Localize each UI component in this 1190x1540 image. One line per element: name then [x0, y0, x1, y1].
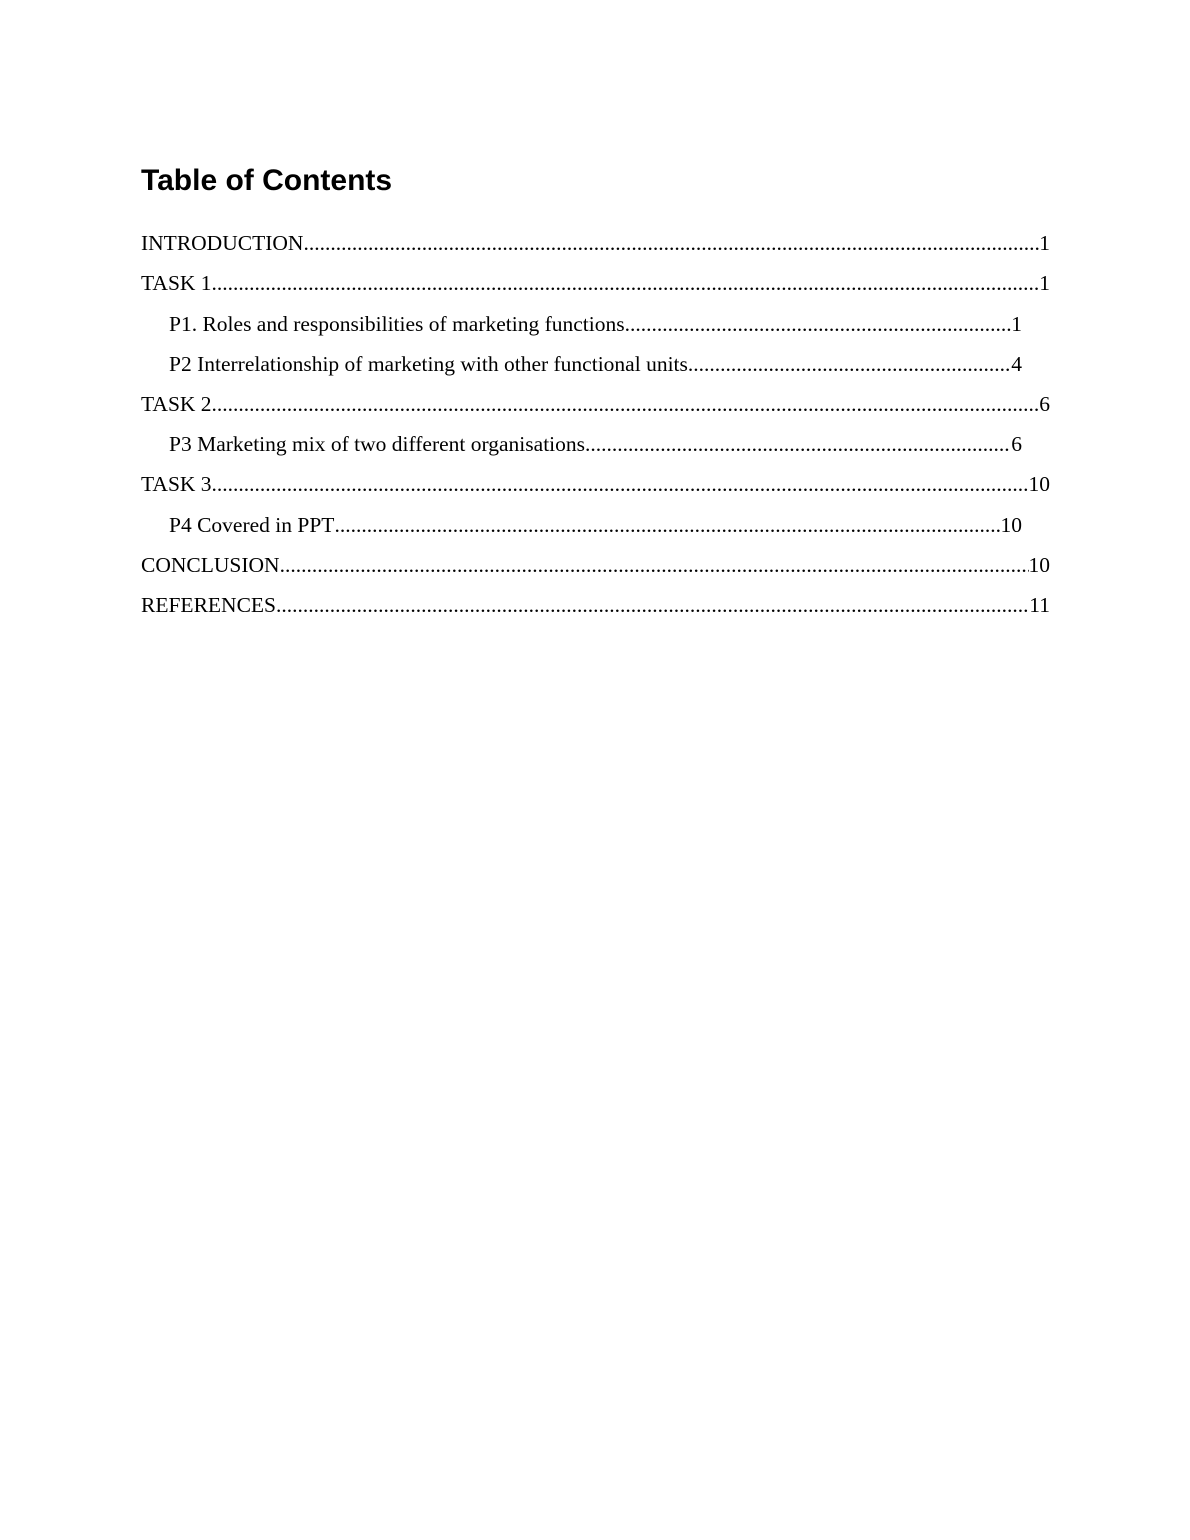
- toc-entry-page-number: 10: [1000, 513, 1022, 537]
- toc-entry-label: P4 Covered in PPT: [169, 513, 335, 537]
- toc-entry-conclusion[interactable]: [141, 550, 1050, 580]
- toc-entry-p4[interactable]: [169, 510, 1022, 540]
- toc-entry-label: TASK 2: [141, 392, 212, 416]
- toc-entry-introduction[interactable]: [141, 228, 1050, 258]
- toc-entry-label: CONCLUSION: [141, 553, 280, 577]
- toc-entry-page-number: 11: [1029, 593, 1050, 617]
- toc-entry-label: P3 Marketing mix of two different organisations: [169, 432, 586, 456]
- toc-entry-page-number: 6: [1039, 392, 1050, 416]
- toc-dot-leader: [280, 550, 1029, 580]
- toc-entry-task-1[interactable]: [141, 268, 1050, 298]
- toc-title: Table of Contents: [141, 164, 393, 197]
- toc-entry-p1[interactable]: [169, 309, 1022, 339]
- toc-entry-page-number: 1: [1039, 271, 1050, 295]
- toc-entry-label: TASK 1: [141, 271, 212, 295]
- toc-dot-leader: [625, 309, 1012, 339]
- toc-entry-p3[interactable]: [169, 429, 1022, 459]
- toc-entry-page-number: 1: [1011, 312, 1022, 336]
- toc-entry-label: INTRODUCTION: [141, 231, 304, 255]
- toc-entry-page-number: 1: [1039, 231, 1050, 255]
- toc-dot-leader: [334, 510, 1000, 540]
- toc-dot-leader: [212, 268, 1040, 298]
- toc-entry-label: REFERENCES: [141, 593, 276, 617]
- toc-entry-task-3[interactable]: [141, 469, 1050, 499]
- toc-dot-leader: [212, 469, 1029, 499]
- toc-dot-leader: [688, 349, 1011, 379]
- toc-entry-task-2[interactable]: [141, 389, 1050, 419]
- toc-entry-p2[interactable]: [169, 349, 1022, 379]
- toc-dot-leader: [276, 590, 1029, 620]
- toc-dot-leader: [585, 429, 1011, 459]
- toc-dot-leader: [212, 389, 1040, 419]
- toc-entry-references[interactable]: [141, 590, 1050, 620]
- toc-dot-leader: [303, 228, 1039, 258]
- toc-entry-label: P2 Interrelationship of marketing with other functional units: [169, 352, 688, 376]
- toc-entry-page-number: 10: [1028, 472, 1050, 496]
- toc-entry-label: P1. Roles and responsibilities of marketing functions: [169, 312, 625, 336]
- toc-entry-page-number: 10: [1028, 553, 1050, 577]
- toc-entry-page-number: 6: [1011, 432, 1022, 456]
- toc-entry-page-number: 4: [1011, 352, 1022, 376]
- toc-entry-label: TASK 3: [141, 472, 212, 496]
